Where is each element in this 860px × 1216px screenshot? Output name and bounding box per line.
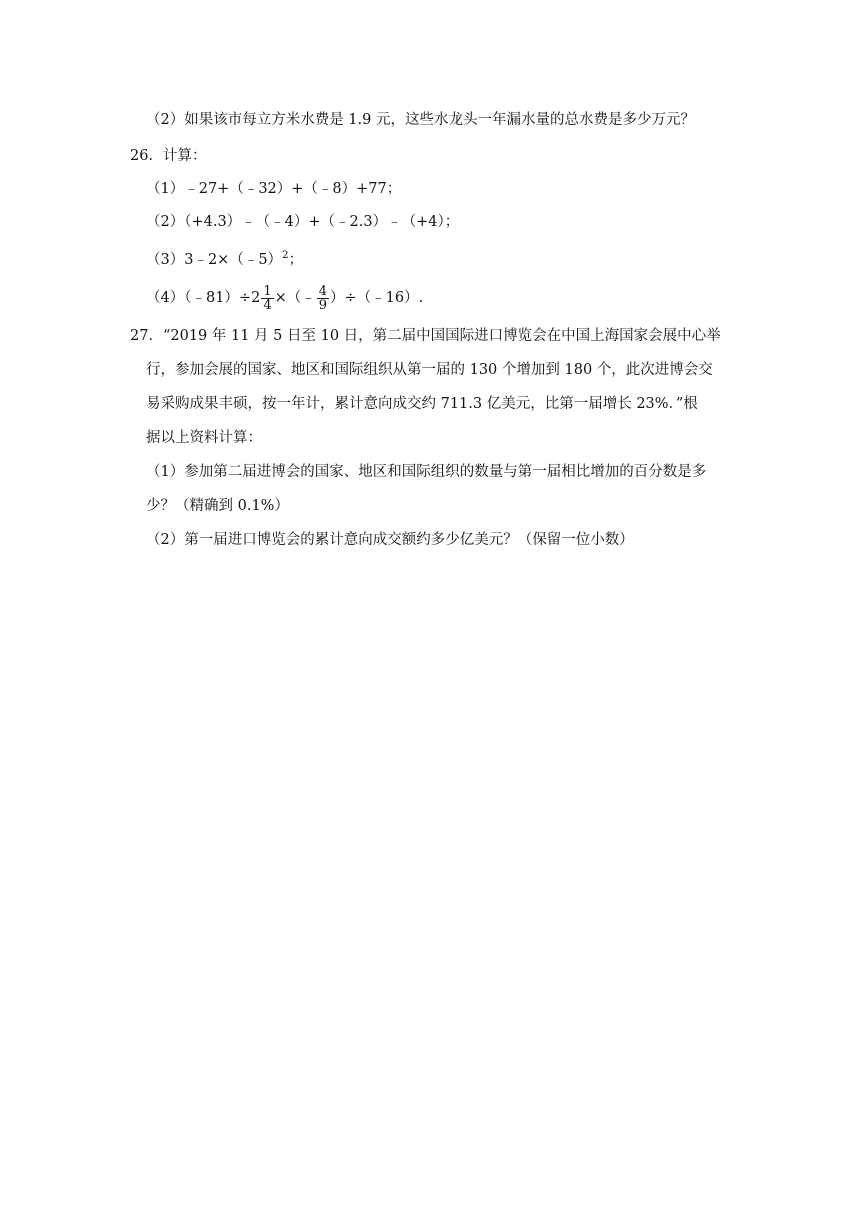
q26-heading: 26．计算： [130,148,207,164]
q26-part2: （2）（+4.3）﹣（﹣4）+（﹣2.3）﹣（+4）； [146,214,460,230]
fraction-four-ninths [317,285,329,312]
q25-part2: （2）如果该市每立方米水费是 1.9 元，这些水龙头一年漏水量的总水费是多少万元？ [146,112,696,128]
q26-part4-start: （4）（﹣81）÷2 [146,290,261,306]
fraction-one-quarter [261,285,273,312]
q26-part1: （1）﹣27+（﹣32）+（﹣8）+77； [146,181,402,197]
q27-line2: 行，参加会展的国家、地区和国际组织从第一届的 130 个增加到 180 个，此次进博会交 [146,362,713,378]
fraction-denominator: 4 [263,297,272,313]
fraction-numerator: 4 [318,283,328,299]
fraction-denominator: 9 [318,297,328,313]
fraction-numerator: 1 [263,283,272,299]
q26-part3-exponent: 2 [282,250,289,261]
q26-part3 [146,246,303,270]
q26-part4 [146,283,423,313]
q27-line1: 27．“2019 年 11 月 5 日至 10 日，第二届中国国际进口博览会在中国上海国家会展中心举 [130,328,721,344]
q27-line4: 据以上资料计算： [146,430,262,446]
q26-part4-end: ）÷（﹣16）. [330,290,424,306]
q26-part3-expression: （3）3﹣2×（﹣5） [146,251,283,268]
q27-line3: 易采购成果丰硕，按一年计，累计意向成交约 711.3 亿美元，比第一届增长 23%．”根 [146,396,698,412]
q27-sub2: （2）第一届进口博览会的累计意向成交额约多少亿美元？（保留一位小数） [146,532,634,548]
q27-sub1-line1: （1）参加第二届进博会的国家、地区和国际组织的数量与第一届相比增加的百分数是多 [146,464,707,480]
q26-part3-end: ； [288,251,303,268]
q27-sub1-line2: 少？（精确到 0.1%） [146,498,289,514]
q26-part4-middle: ×（﹣ [274,290,316,306]
